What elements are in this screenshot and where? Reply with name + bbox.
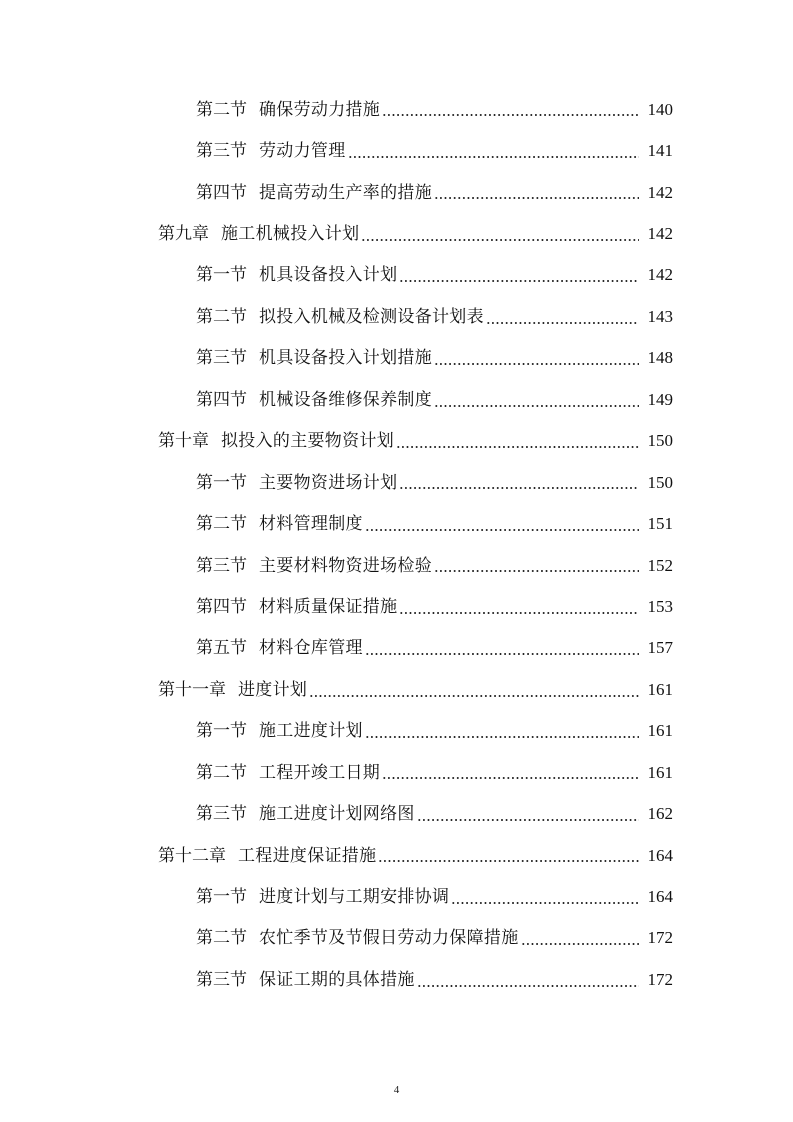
toc-entry-number: 第四节 [196, 596, 247, 617]
dot-leader [521, 942, 640, 946]
toc-entry-page: 153 [647, 596, 673, 616]
toc-entry-page: 161 [647, 762, 673, 782]
toc-entry-page: 151 [647, 514, 673, 534]
toc-entry-title: 机具设备投入计划措施 [259, 348, 432, 369]
toc-entry-number: 第二节 [196, 99, 247, 120]
dot-leader [365, 652, 639, 656]
toc-entry-number: 第三节 [196, 555, 247, 576]
dot-leader [417, 984, 639, 988]
toc-entry-title: 材料仓库管理 [259, 638, 363, 659]
toc-entry-number: 第三节 [196, 141, 247, 162]
toc-entry-page: 152 [647, 555, 673, 575]
toc-entry-number: 第三节 [196, 348, 247, 369]
toc-entry-title: 拟投入的主要物资计划 [221, 431, 394, 452]
toc-entry-title: 施工进度计划网络图 [259, 804, 415, 825]
toc-entry-page: 150 [647, 431, 673, 451]
toc-chapter-entry[interactable] [0, 421, 793, 462]
toc-entry-title: 拟投入机械及检测设备计划表 [259, 306, 484, 327]
toc-entry-page: 172 [647, 928, 673, 948]
toc-chapter-entry[interactable] [0, 669, 793, 710]
toc-entry-title: 进度计划 [238, 679, 308, 700]
dot-leader [309, 694, 639, 698]
toc-entry-title: 材料管理制度 [259, 514, 363, 535]
dot-leader [378, 859, 639, 863]
toc-section-entry[interactable] [0, 130, 793, 171]
toc-entry-page: 141 [647, 141, 673, 161]
toc-entry-title: 劳动力管理 [259, 141, 346, 162]
toc-entry-number: 第九章 [158, 224, 209, 245]
toc-entry-page: 142 [647, 224, 673, 244]
dot-leader [399, 486, 639, 490]
toc-entry-page: 164 [647, 887, 673, 907]
toc-entry-page: 148 [647, 348, 673, 368]
toc-entry-page: 149 [647, 389, 673, 409]
page-number: 4 [393, 1084, 400, 1096]
toc-entry-number: 第四节 [196, 389, 247, 410]
toc-entry-page: 161 [647, 679, 673, 699]
dot-leader [361, 238, 639, 242]
toc-section-entry[interactable] [0, 793, 793, 834]
toc-entry-page: 164 [647, 845, 673, 865]
toc-entry-title: 确保劳动力措施 [259, 99, 381, 120]
dot-leader [365, 735, 639, 739]
dot-leader [486, 321, 639, 325]
toc-entry-number: 第五节 [196, 638, 247, 659]
toc-entry-title: 施工机械投入计划 [221, 224, 360, 245]
toc-entry-title: 机具设备投入计划 [259, 265, 398, 286]
toc-entry-title: 进度计划与工期安排协调 [259, 887, 450, 908]
toc-entry-page: 142 [647, 182, 673, 202]
toc-section-entry[interactable] [0, 959, 793, 1000]
toc-section-entry[interactable] [0, 172, 793, 213]
toc-section-entry[interactable] [0, 711, 793, 752]
toc-entry-number: 第十一章 [158, 679, 226, 700]
dot-leader [382, 113, 639, 117]
dot-leader [434, 569, 639, 573]
toc-section-entry[interactable] [0, 296, 793, 337]
toc-entry-number: 第二节 [196, 762, 247, 783]
toc-entry-number: 第一节 [196, 887, 247, 908]
toc-entry-title: 材料质量保证措施 [259, 596, 398, 617]
toc-section-entry[interactable] [0, 586, 793, 627]
dot-leader [399, 611, 639, 615]
dot-leader [434, 196, 639, 200]
toc-entry-page: 157 [647, 638, 673, 658]
toc-entry-page: 143 [647, 306, 673, 326]
toc-section-entry[interactable] [0, 876, 793, 917]
toc-entry-title: 工程开竣工日期 [259, 762, 381, 783]
dot-leader [434, 404, 639, 408]
toc-entry-number: 第四节 [196, 182, 247, 203]
toc-section-entry[interactable] [0, 503, 793, 544]
toc-entry-page: 140 [647, 99, 673, 119]
toc-chapter-entry[interactable] [0, 213, 793, 254]
toc-entry-title: 提高劳动生产率的措施 [259, 182, 432, 203]
toc-entry-number: 第一节 [196, 472, 247, 493]
toc-section-entry[interactable] [0, 338, 793, 379]
toc-entry-number: 第十章 [158, 431, 209, 452]
toc-section-entry[interactable] [0, 628, 793, 669]
toc-section-entry[interactable] [0, 255, 793, 296]
toc-section-entry[interactable] [0, 379, 793, 420]
table-of-contents [0, 89, 793, 1001]
toc-entry-number: 第二节 [196, 306, 247, 327]
toc-entry-title: 主要材料物资进场检验 [259, 555, 432, 576]
toc-entry-title: 机械设备维修保养制度 [259, 389, 432, 410]
dot-leader [451, 901, 639, 905]
dot-leader [365, 528, 639, 532]
dot-leader [382, 776, 639, 780]
toc-chapter-entry[interactable] [0, 835, 793, 876]
toc-section-entry[interactable] [0, 752, 793, 793]
toc-entry-title: 农忙季节及节假日劳动力保障措施 [259, 928, 519, 949]
dot-leader [396, 445, 639, 449]
toc-entry-number: 第三节 [196, 969, 247, 990]
toc-entry-page: 162 [647, 804, 673, 824]
dot-leader [348, 155, 640, 159]
toc-entry-number: 第一节 [196, 721, 247, 742]
dot-leader [399, 279, 639, 283]
toc-entry-title: 保证工期的具体措施 [259, 969, 415, 990]
toc-section-entry[interactable] [0, 89, 793, 130]
toc-entry-number: 第二节 [196, 928, 247, 949]
toc-section-entry[interactable] [0, 918, 793, 959]
toc-entry-number: 第三节 [196, 804, 247, 825]
toc-section-entry[interactable] [0, 545, 793, 586]
toc-entry-number: 第二节 [196, 514, 247, 535]
toc-entry-title: 工程进度保证措施 [238, 845, 377, 866]
toc-entry-title: 主要物资进场计划 [259, 472, 398, 493]
toc-entry-number: 第十二章 [158, 845, 226, 866]
dot-leader [434, 362, 639, 366]
toc-entry-page: 142 [647, 265, 673, 285]
toc-entry-page: 172 [647, 969, 673, 989]
toc-section-entry[interactable] [0, 462, 793, 503]
toc-entry-title: 施工进度计划 [259, 721, 363, 742]
dot-leader [417, 818, 639, 822]
toc-entry-page: 161 [647, 721, 673, 741]
toc-entry-number: 第一节 [196, 265, 247, 286]
toc-entry-page: 150 [647, 472, 673, 492]
